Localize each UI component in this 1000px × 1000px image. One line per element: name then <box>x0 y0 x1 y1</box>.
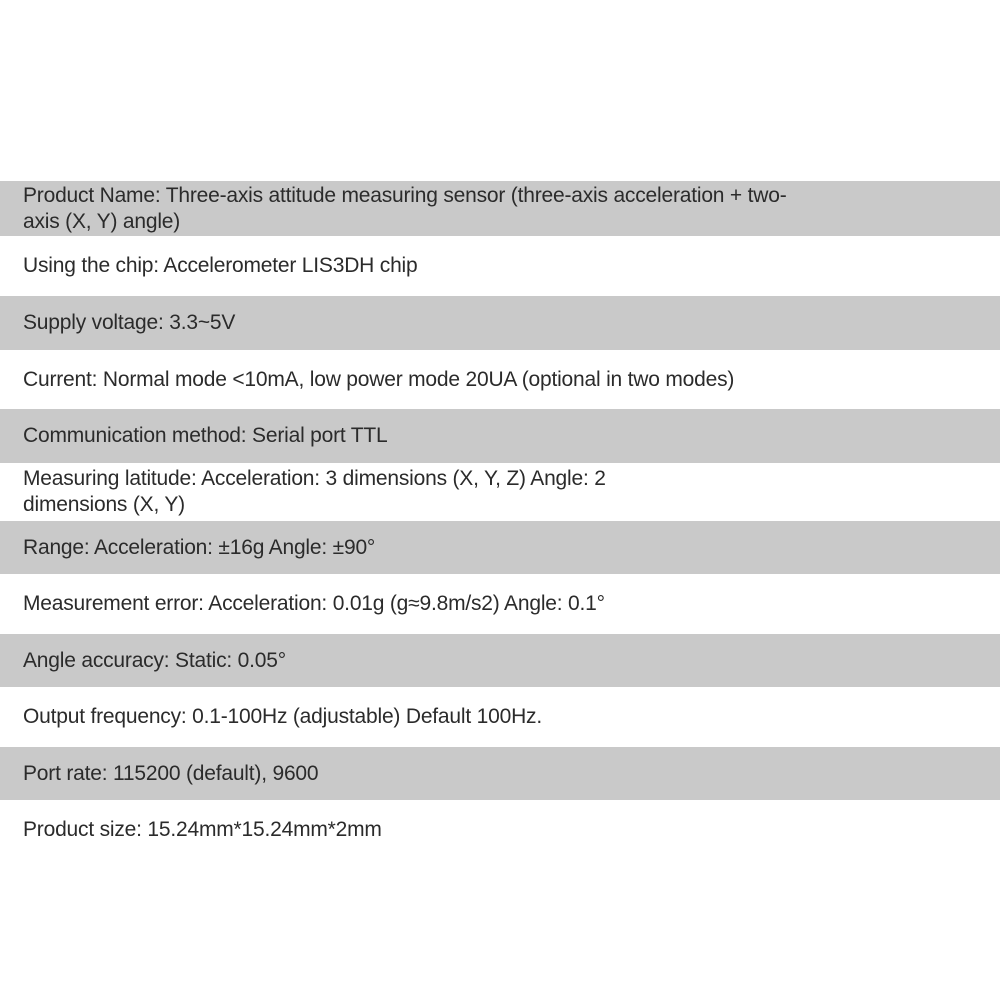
spec-row-communication <box>0 409 1000 463</box>
spec-row-measuring-latitude <box>0 464 1000 520</box>
spec-port-rate: Port rate: 115200 (default), 9600 <box>23 761 319 785</box>
spec-row-range <box>0 521 1000 574</box>
spec-range: Range: Acceleration: ±16g Angle: ±90° <box>23 535 376 559</box>
spec-row-measurement-error <box>0 576 1000 632</box>
spec-angle-accuracy: Angle accuracy: Static: 0.05° <box>23 648 286 672</box>
spec-row-product-name <box>0 181 1000 236</box>
spec-current: Current: Normal mode <10mA, low power mode 20UA (optional in two modes) <box>23 368 735 391</box>
spec-row-supply-voltage <box>0 296 1000 350</box>
spec-measurement-error: Measurement error: Acceleration: 0.01g (g≈9.8m/s2) Angle: 0.1° <box>23 592 605 615</box>
spec-row-product-size <box>0 802 1000 858</box>
spec-communication: Communication method: Serial port TTL <box>23 424 388 447</box>
spec-output-frequency: Output frequency: 0.1-100Hz (adjustable) Default 100Hz. <box>23 705 542 728</box>
spec-product-size: Product size: 15.24mm*15.24mm*2mm <box>23 818 382 841</box>
spec-row-output-frequency <box>0 689 1000 745</box>
spec-product-name: Product Name: Three-axis attitude measuring sensor (three-axis acceleration + two-axis (X, Y) angle) <box>23 183 787 233</box>
spec-row-angle-accuracy <box>0 634 1000 687</box>
spec-row-current <box>0 352 1000 408</box>
spec-measuring-latitude: Measuring latitude: Acceleration: 3 dimensions (X, Y, Z) Angle: 2 dimensions (X, Y) <box>23 467 606 516</box>
spec-row-port-rate <box>0 747 1000 800</box>
spec-chip: Using the chip: Accelerometer LIS3DH chip <box>23 254 418 277</box>
spec-supply-voltage: Supply voltage: 3.3~5V <box>23 311 236 334</box>
spec-row-chip <box>0 238 1000 294</box>
